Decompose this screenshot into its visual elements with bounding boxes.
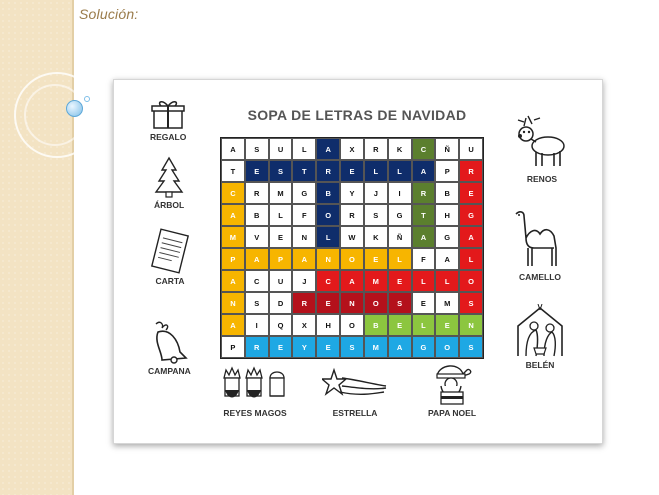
grid-cell: A (292, 248, 316, 270)
grid-cell: E (364, 248, 388, 270)
santa-item (428, 360, 476, 418)
grid-cell: S (269, 160, 293, 182)
grid-cell: E (412, 292, 436, 314)
grid-cell: G (292, 182, 316, 204)
grid-cell: E (269, 336, 293, 358)
grid-cell: H (316, 314, 340, 336)
grid-cell: G (459, 204, 483, 226)
grid-cell: U (269, 270, 293, 292)
grid-cell: S (388, 292, 412, 314)
label-camello: CAMELLO (518, 272, 562, 282)
grid-cell: G (412, 336, 436, 358)
three-kings-item (220, 366, 290, 418)
puzzle-card (113, 79, 603, 444)
grid-cell: O (340, 314, 364, 336)
grid-cell: M (221, 226, 245, 248)
grid-cell: O (316, 204, 340, 226)
grid-cell: T (221, 160, 245, 182)
grid-cell: F (412, 248, 436, 270)
bell-icon (148, 318, 190, 364)
star-item (322, 366, 388, 418)
grid-cell: L (435, 270, 459, 292)
grid-cell: X (292, 314, 316, 336)
grid-cell: Q (269, 314, 293, 336)
grid-cell: N (459, 314, 483, 336)
grid-cell: R (364, 138, 388, 160)
grid-cell: E (340, 160, 364, 182)
grid-cell: K (388, 138, 412, 160)
grid-cell: E (245, 160, 269, 182)
camel-icon (512, 208, 568, 270)
grid-cell: S (364, 204, 388, 226)
grid-cell: A (221, 138, 245, 160)
grid-cell: R (245, 336, 269, 358)
tree-icon (154, 156, 184, 198)
grid-cell: S (245, 292, 269, 314)
bell-item (148, 318, 191, 376)
grid-cell: C (412, 138, 436, 160)
grid-cell: D (269, 292, 293, 314)
slide-title: Solución: (79, 6, 139, 22)
grid-cell: M (364, 336, 388, 358)
grid-cell: L (316, 226, 340, 248)
grid-cell: P (269, 248, 293, 270)
grid-cell: A (245, 248, 269, 270)
grid-cell: C (316, 270, 340, 292)
grid-cell: R (292, 292, 316, 314)
decorative-bubble-large (66, 100, 83, 117)
grid-cell: B (245, 204, 269, 226)
grid-cell: B (435, 182, 459, 204)
grid-cell: Y (340, 182, 364, 204)
grid-cell: U (269, 138, 293, 160)
grid-cell: L (292, 138, 316, 160)
grid-cell: E (269, 226, 293, 248)
grid-cell: T (412, 204, 436, 226)
label-reyes-magos: REYES MAGOS (223, 408, 287, 418)
grid-cell: G (435, 226, 459, 248)
grid-cell: E (435, 314, 459, 336)
grid-cell: E (316, 292, 340, 314)
grid-cell: O (459, 270, 483, 292)
label-carta: CARTA (155, 276, 185, 286)
puzzle-heading: SOPA DE LETRAS DE NAVIDAD (247, 107, 467, 123)
grid-cell: N (340, 292, 364, 314)
grid-cell: E (459, 182, 483, 204)
grid-cell: M (435, 292, 459, 314)
nativity-item (512, 304, 568, 370)
grid-cell: V (245, 226, 269, 248)
tree-item (154, 156, 184, 210)
reindeer-item (514, 114, 570, 184)
grid-cell: R (412, 182, 436, 204)
gift-icon (150, 98, 186, 130)
camel-item (512, 208, 568, 282)
grid-cell: C (221, 182, 245, 204)
grid-cell: C (245, 270, 269, 292)
letter-item (148, 228, 192, 286)
label-campana: CAMPANA (148, 366, 191, 376)
grid-cell: A (221, 314, 245, 336)
grid-cell: L (388, 160, 412, 182)
grid-cell: J (364, 182, 388, 204)
grid-cell: R (340, 204, 364, 226)
grid-cell: P (435, 160, 459, 182)
grid-cell: L (412, 270, 436, 292)
santa-icon (429, 360, 475, 406)
grid-cell: L (269, 204, 293, 226)
reindeer-icon (514, 114, 570, 172)
grid-cell: W (340, 226, 364, 248)
grid-cell: A (412, 226, 436, 248)
gift-item (150, 98, 186, 142)
grid-cell: E (388, 314, 412, 336)
grid-cell: Ñ (435, 138, 459, 160)
grid-cell: A (221, 270, 245, 292)
grid-cell: P (221, 336, 245, 358)
shooting-star-icon (322, 366, 388, 406)
grid-cell: R (245, 182, 269, 204)
grid-cell: R (316, 160, 340, 182)
grid-cell: S (245, 138, 269, 160)
grid-cell: E (316, 336, 340, 358)
label-belen: BELÉN (525, 360, 555, 370)
grid-cell: G (388, 204, 412, 226)
label-regalo: REGALO (150, 132, 187, 142)
grid-cell: H (435, 204, 459, 226)
grid-cell: B (316, 182, 340, 204)
grid-cell: O (340, 248, 364, 270)
grid-cell: N (292, 226, 316, 248)
grid-cell: Y (292, 336, 316, 358)
grid-cell: U (459, 138, 483, 160)
grid-cell: B (364, 314, 388, 336)
grid-cell: L (364, 160, 388, 182)
grid-cell: I (388, 182, 412, 204)
grid-cell: N (316, 248, 340, 270)
label-papa-noel: PAPA NOEL (428, 408, 477, 418)
label-arbol: ÁRBOL (154, 200, 185, 210)
grid-cell: L (459, 248, 483, 270)
grid-cell: O (435, 336, 459, 358)
grid-cell: N (221, 292, 245, 314)
grid-cell: A (316, 138, 340, 160)
grid-cell: A (459, 226, 483, 248)
letter-icon (148, 228, 192, 274)
word-search-grid (220, 137, 484, 359)
grid-cell: A (221, 204, 245, 226)
three-kings-icon (220, 366, 290, 406)
grid-cell: A (412, 160, 436, 182)
grid-cell: A (340, 270, 364, 292)
grid-cell: M (364, 270, 388, 292)
grid-cell: A (435, 248, 459, 270)
grid-cell: O (364, 292, 388, 314)
label-estrella: ESTRELLA (332, 408, 378, 418)
grid-cell: S (459, 292, 483, 314)
grid-cell: L (412, 314, 436, 336)
grid-cell: L (388, 248, 412, 270)
grid-cell: R (459, 160, 483, 182)
grid-cell: E (388, 270, 412, 292)
grid-cell: F (292, 204, 316, 226)
grid-cell: P (221, 248, 245, 270)
grid-cell: I (245, 314, 269, 336)
grid-cell: S (340, 336, 364, 358)
grid-cell: K (364, 226, 388, 248)
grid-cell: A (388, 336, 412, 358)
label-renos: RENOS (526, 174, 558, 184)
nativity-icon (512, 304, 568, 358)
grid-cell: S (459, 336, 483, 358)
grid-cell: Ñ (388, 226, 412, 248)
grid-cell: M (269, 182, 293, 204)
grid-cell: T (292, 160, 316, 182)
grid-cell: X (340, 138, 364, 160)
grid-cell: J (292, 270, 316, 292)
decorative-bubble-small (84, 96, 90, 102)
